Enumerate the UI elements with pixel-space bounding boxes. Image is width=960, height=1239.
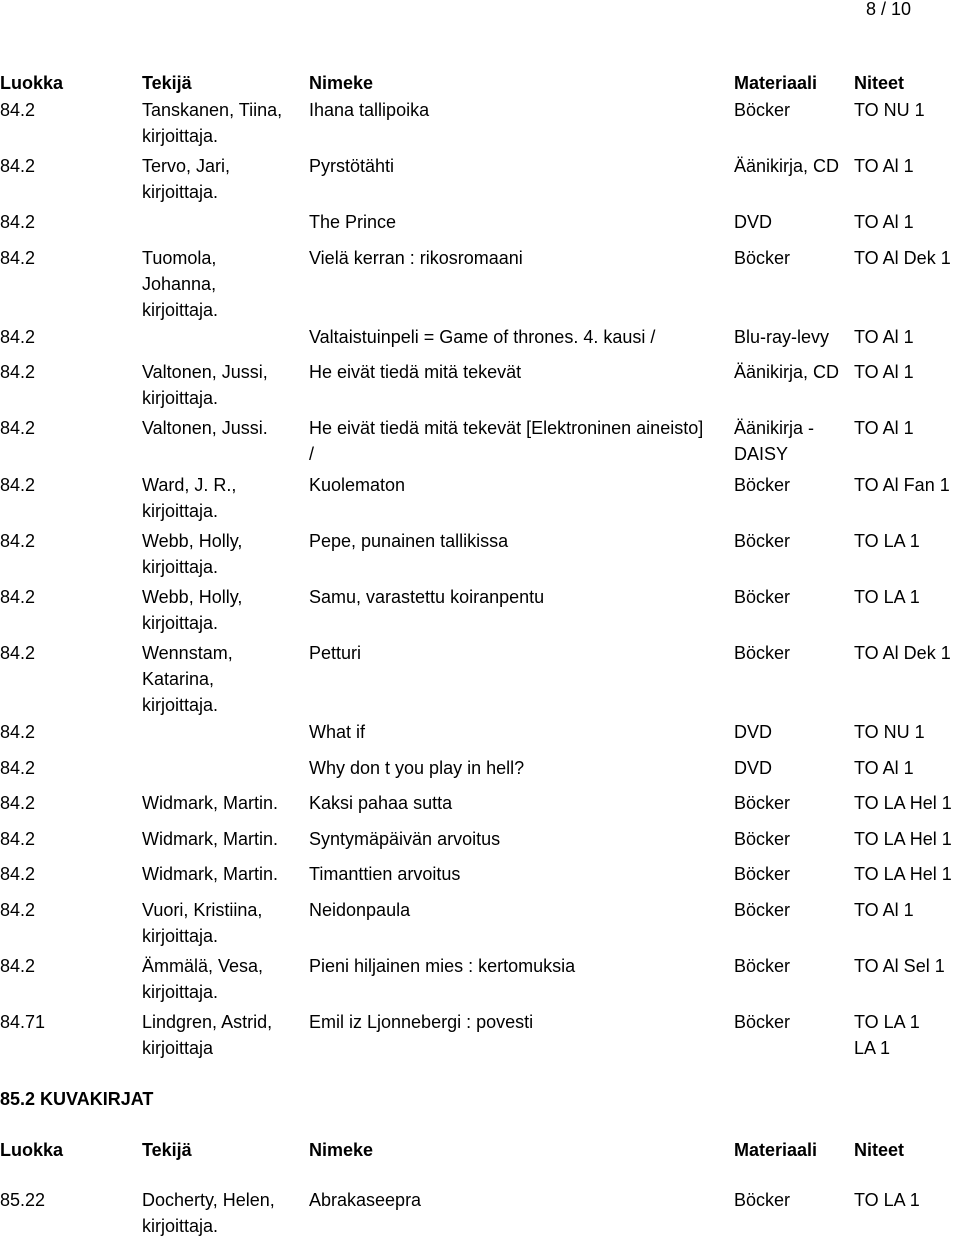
cell-tekija: Lindgren, Astrid, kirjoittaja xyxy=(142,1012,273,1058)
cell-materiaali: Böcker xyxy=(734,956,791,976)
cell-niteet: TO Al 1 xyxy=(854,900,914,920)
cell-tekija: Wennstam, Katarina, kirjoittaja. xyxy=(142,643,233,715)
cell-tekija: Tuomola, Johanna, kirjoittaja. xyxy=(142,248,219,320)
cell-luokka: 84.2 xyxy=(0,418,36,438)
header-nimeke: Nimeke xyxy=(309,73,374,93)
table-header xyxy=(0,70,960,96)
cell-luokka: 84.2 xyxy=(0,248,36,268)
cell-luokka: 84.2 xyxy=(0,362,36,382)
cell-materiaali: Böcker xyxy=(734,643,791,663)
cell-tekija: Docherty, Helen, kirjoittaja. xyxy=(142,1190,275,1236)
cell-nimeke: Kuolematon xyxy=(309,475,406,495)
cell-tekija: Widmark, Martin. xyxy=(142,864,279,884)
cell-luokka: 84.2 xyxy=(0,956,36,976)
cell-nimeke: Neidonpaula xyxy=(309,900,411,920)
cell-niteet: TO LA 1 LA 1 xyxy=(854,1012,920,1058)
cell-materiaali: Böcker xyxy=(734,864,791,884)
cell-materiaali: DVD xyxy=(734,758,773,778)
cell-materiaali: Blu-ray-levy xyxy=(734,327,830,347)
page-number: 8 / 10 xyxy=(866,0,912,19)
cell-niteet: TO Al Fan 1 xyxy=(854,475,950,495)
cell-luokka: 84.2 xyxy=(0,758,36,778)
header-luokka: Luokka xyxy=(0,1140,64,1160)
header-niteet: Niteet xyxy=(854,73,905,93)
cell-nimeke: Vielä kerran : rikosromaani xyxy=(309,248,523,268)
cell-tekija: Tanskanen, Tiina, kirjoittaja. xyxy=(142,100,283,146)
cell-nimeke: The Prince xyxy=(309,212,397,232)
cell-materiaali: Äänikirja, CD xyxy=(734,362,840,382)
cell-luokka: 84.2 xyxy=(0,212,36,232)
cell-niteet: TO LA 1 xyxy=(854,587,920,607)
cell-materiaali: DVD xyxy=(734,212,773,232)
cell-materiaali: Böcker xyxy=(734,475,791,495)
cell-materiaali: Böcker xyxy=(734,829,791,849)
header-niteet: Niteet xyxy=(854,1140,905,1160)
cell-luokka: 84.2 xyxy=(0,475,36,495)
cell-materiaali: Böcker xyxy=(734,900,791,920)
cell-nimeke: Timanttien arvoitus xyxy=(309,864,461,884)
cell-nimeke: Samu, varastettu koiranpentu xyxy=(309,587,545,607)
cell-nimeke: Pepe, punainen tallikissa xyxy=(309,531,509,551)
cell-niteet: TO LA Hel 1 xyxy=(854,829,952,849)
cell-nimeke: Kaksi pahaa sutta xyxy=(309,793,453,813)
cell-tekija: Webb, Holly, kirjoittaja. xyxy=(142,587,243,633)
cell-niteet: TO Al Dek 1 xyxy=(854,248,951,268)
cell-niteet: TO Al 1 xyxy=(854,418,914,438)
header-nimeke: Nimeke xyxy=(309,1140,374,1160)
cell-luokka: 84.2 xyxy=(0,587,36,607)
cell-luokka: 84.71 xyxy=(0,1012,46,1032)
cell-materiaali: Böcker xyxy=(734,248,791,268)
cell-niteet: TO Al Dek 1 xyxy=(854,643,951,663)
cell-niteet: TO Al 1 xyxy=(854,212,914,232)
cell-materiaali: Böcker xyxy=(734,531,791,551)
cell-tekija: Valtonen, Jussi. xyxy=(142,418,268,438)
cell-materiaali: Äänikirja, CD xyxy=(734,156,840,176)
table-header xyxy=(0,1137,960,1163)
cell-tekija: Vuori, Kristiina, kirjoittaja. xyxy=(142,900,263,946)
cell-luokka: 84.2 xyxy=(0,864,36,884)
cell-tekija: Webb, Holly, kirjoittaja. xyxy=(142,531,243,577)
header-luokka: Luokka xyxy=(0,73,64,93)
cell-tekija: Widmark, Martin. xyxy=(142,829,279,849)
cell-niteet: TO Al 1 xyxy=(854,327,914,347)
cell-nimeke: Why don t you play in hell? xyxy=(309,758,525,778)
cell-nimeke: Abrakaseepra xyxy=(309,1190,422,1210)
cell-niteet: TO Al 1 xyxy=(854,758,914,778)
cell-luokka: 84.2 xyxy=(0,900,36,920)
cell-nimeke: He eivät tiedä mitä tekevät xyxy=(309,362,522,382)
header-materiaali: Materiaali xyxy=(734,1140,818,1160)
cell-materiaali: Böcker xyxy=(734,1012,791,1032)
cell-tekija: Widmark, Martin. xyxy=(142,793,279,813)
cell-tekija: Tervo, Jari, kirjoittaja. xyxy=(142,156,231,202)
cell-niteet: TO Al 1 xyxy=(854,156,914,176)
cell-niteet: TO LA 1 xyxy=(854,531,920,551)
cell-niteet: TO NU 1 xyxy=(854,722,925,742)
cell-materiaali: Böcker xyxy=(734,793,791,813)
cell-luokka: 84.2 xyxy=(0,327,36,347)
cell-nimeke: Ihana tallipoika xyxy=(309,100,430,120)
cell-niteet: TO NU 1 xyxy=(854,100,925,120)
cell-nimeke: He eivät tiedä mitä tekevät [Elektroninen aineisto] / xyxy=(309,418,704,464)
section-title: 85.2 KUVAKIRJAT xyxy=(0,1089,154,1109)
cell-materiaali: Böcker xyxy=(734,1190,791,1210)
cell-nimeke: Syntymäpäivän arvoitus xyxy=(309,829,501,849)
cell-niteet: TO LA 1 xyxy=(854,1190,920,1210)
cell-nimeke: Pyrstötähti xyxy=(309,156,395,176)
cell-tekija: Ämmälä, Vesa, kirjoittaja. xyxy=(142,956,264,1002)
cell-niteet: TO Al Sel 1 xyxy=(854,956,945,976)
header-tekija: Tekijä xyxy=(142,73,192,93)
cell-luokka: 84.2 xyxy=(0,100,36,120)
cell-nimeke: Pieni hiljainen mies : kertomuksia xyxy=(309,956,576,976)
cell-luokka: 84.2 xyxy=(0,156,36,176)
cell-tekija: Ward, J. R., kirjoittaja. xyxy=(142,475,237,521)
header-materiaali: Materiaali xyxy=(734,73,818,93)
cell-materiaali: DVD xyxy=(734,722,773,742)
cell-materiaali: Böcker xyxy=(734,100,791,120)
cell-tekija: Valtonen, Jussi, kirjoittaja. xyxy=(142,362,268,408)
cell-luokka: 84.2 xyxy=(0,643,36,663)
cell-luokka: 84.2 xyxy=(0,829,36,849)
cell-materiaali: Äänikirja - DAISY xyxy=(734,418,815,464)
cell-luokka: 84.2 xyxy=(0,531,36,551)
cell-niteet: TO LA Hel 1 xyxy=(854,793,952,813)
cell-luokka: 84.2 xyxy=(0,722,36,742)
cell-luokka: 84.2 xyxy=(0,793,36,813)
cell-nimeke: Petturi xyxy=(309,643,362,663)
header-tekija: Tekijä xyxy=(142,1140,192,1160)
cell-materiaali: Böcker xyxy=(734,587,791,607)
cell-niteet: TO LA Hel 1 xyxy=(854,864,952,884)
cell-nimeke: Valtaistuinpeli = Game of thrones. 4. kausi / xyxy=(309,327,656,347)
cell-nimeke: Emil iz Ljonnebergi : povesti xyxy=(309,1012,534,1032)
cell-niteet: TO Al 1 xyxy=(854,362,914,382)
cell-nimeke: What if xyxy=(309,722,366,742)
cell-luokka: 85.22 xyxy=(0,1190,46,1210)
